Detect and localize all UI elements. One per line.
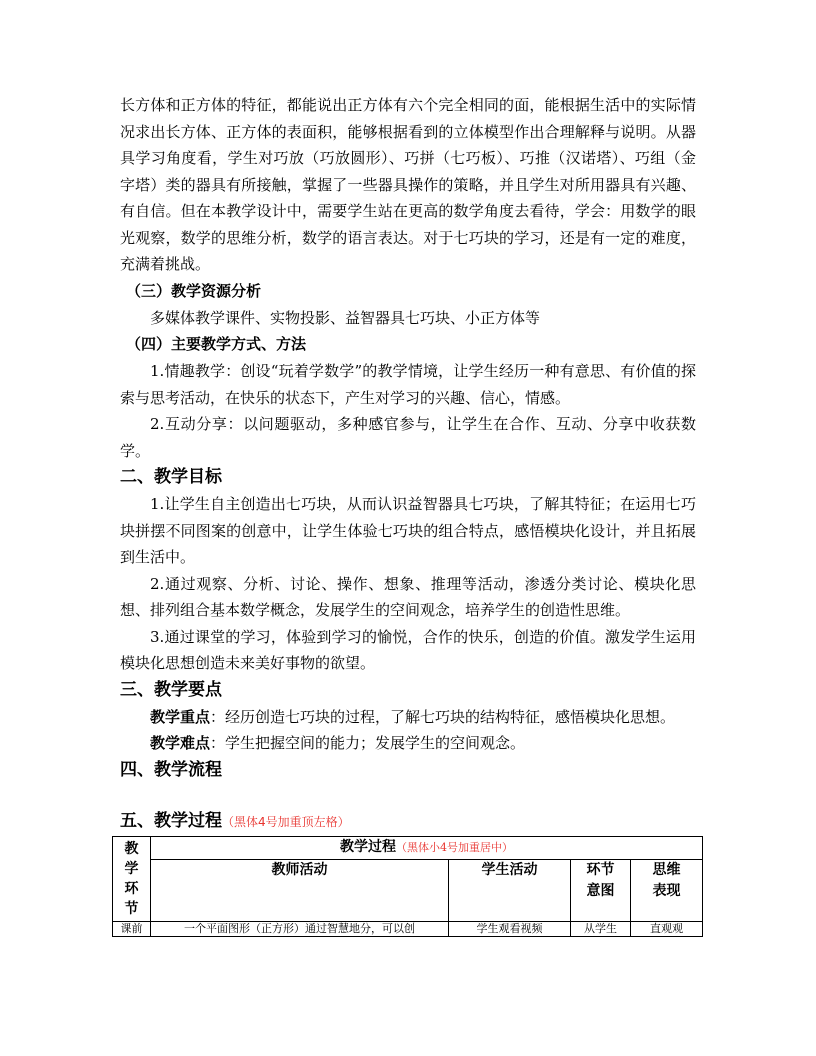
row1-stage: 课前 <box>113 921 151 936</box>
goals-heading: 二、教学目标 <box>120 467 222 487</box>
goal-item-2: 2.通过观察、分析、讨论、操作、想象、推理等活动，渗透分类讨论、模块化思想、排列组合基本数学概念，发展学生的空间观念，培养学生的创造性思维。 <box>120 574 696 619</box>
spacer <box>120 784 696 808</box>
group-header <box>151 836 703 859</box>
row1-teacher: 一个平面图形（正方形）通过智慧地分，可以创 <box>151 921 449 936</box>
row1-thinking: 直观观 <box>631 921 703 936</box>
col-teacher: 教师活动 <box>151 859 449 921</box>
keypoints-heading: 三、教学要点 <box>120 679 222 700</box>
group-header-note: （黑体小4号加重居中） <box>396 840 513 854</box>
row1-intent: 从学生 <box>571 921 631 936</box>
col-student: 学生活动 <box>449 859 571 921</box>
goal-item-1: 1.让学生自主创造出七巧块，从而认识益智器具七巧块，了解其特征；在运用七巧块拼摆不同图案的创意中，让学生体验七巧块的组合特点，感悟模块化设计，并且拓展到生活中。 <box>120 495 696 566</box>
col-intent: 环节意图 <box>571 859 631 921</box>
flow-heading: 四、教学流程 <box>120 759 222 780</box>
intro-paragraph: 长方体和正方体的特征，都能说出正方体有六个完全相同的面，能根据生活中的实际情况求出长方体、正方体的表面积，能够根据看到的立体模型作出合理解释与说明。从器具学习角度看，学生对巧放（巧放圆形）、巧拼（七巧板）、巧推（汉诺塔）、巧组（金字塔）类的器具有所接触，掌握了一些器具操作的策略，并且学生对所用器具有兴趣、有自信。但在本教学设计中，需要学生站在更高的数学角度去看待，学会：用数学的眼光观察，数学的思维分析，数学的语言表达。对于七巧块的学习，还是有一定的难度，充满着挑战。 <box>120 96 696 273</box>
process-heading <box>120 808 696 836</box>
difficulty-label: 教学难点 <box>150 734 211 752</box>
method-item-1: 1.情趣教学：创设“玩着学数学”的教学情境，让学生经历一种有意思、有价值的探索与思考活动，在快乐的状态下，产生对学习的兴趣、信心，情感。 <box>120 362 696 407</box>
focus-paragraph <box>120 704 696 731</box>
col-thinking: 思维表现 <box>631 859 703 921</box>
difficulty-paragraph <box>120 730 696 757</box>
stage-header: 教学环节 <box>113 836 151 921</box>
section3-text: 多媒体教学课件、实物投影、益智器具七巧块、小正方体等 <box>150 308 541 327</box>
difficulty-text: ：学生把握空间的能力；发展学生的空间观念。 <box>210 734 526 752</box>
section3-heading: （三）教学资源分析 <box>126 281 262 300</box>
row1-student: 学生观看视频 <box>449 921 571 936</box>
method-item-2: 2.互动分享：以问题驱动，多种感官参与，让学生在合作、互动、分享中收获数学。 <box>120 415 696 460</box>
process-table <box>112 836 703 937</box>
process-heading-note: （黑体4号加重顶左格） <box>222 814 350 829</box>
group-header-text: 教学过程 <box>340 838 396 855</box>
section4-heading: （四）主要教学方式、方法 <box>126 335 307 353</box>
goal-item-3: 3.通过课堂的学习，体验到学习的愉悦，合作的快乐，创造的价值。激发学生运用模块化思想创造未来美好事物的欲望。 <box>120 627 696 672</box>
document-page <box>120 92 696 937</box>
process-heading-text: 五、教学过程 <box>120 810 222 831</box>
focus-text: ：经历创造七巧块的过程，了解七巧块的结构特征，感悟模块化思想。 <box>210 707 676 726</box>
focus-label: 教学重点 <box>150 707 211 726</box>
